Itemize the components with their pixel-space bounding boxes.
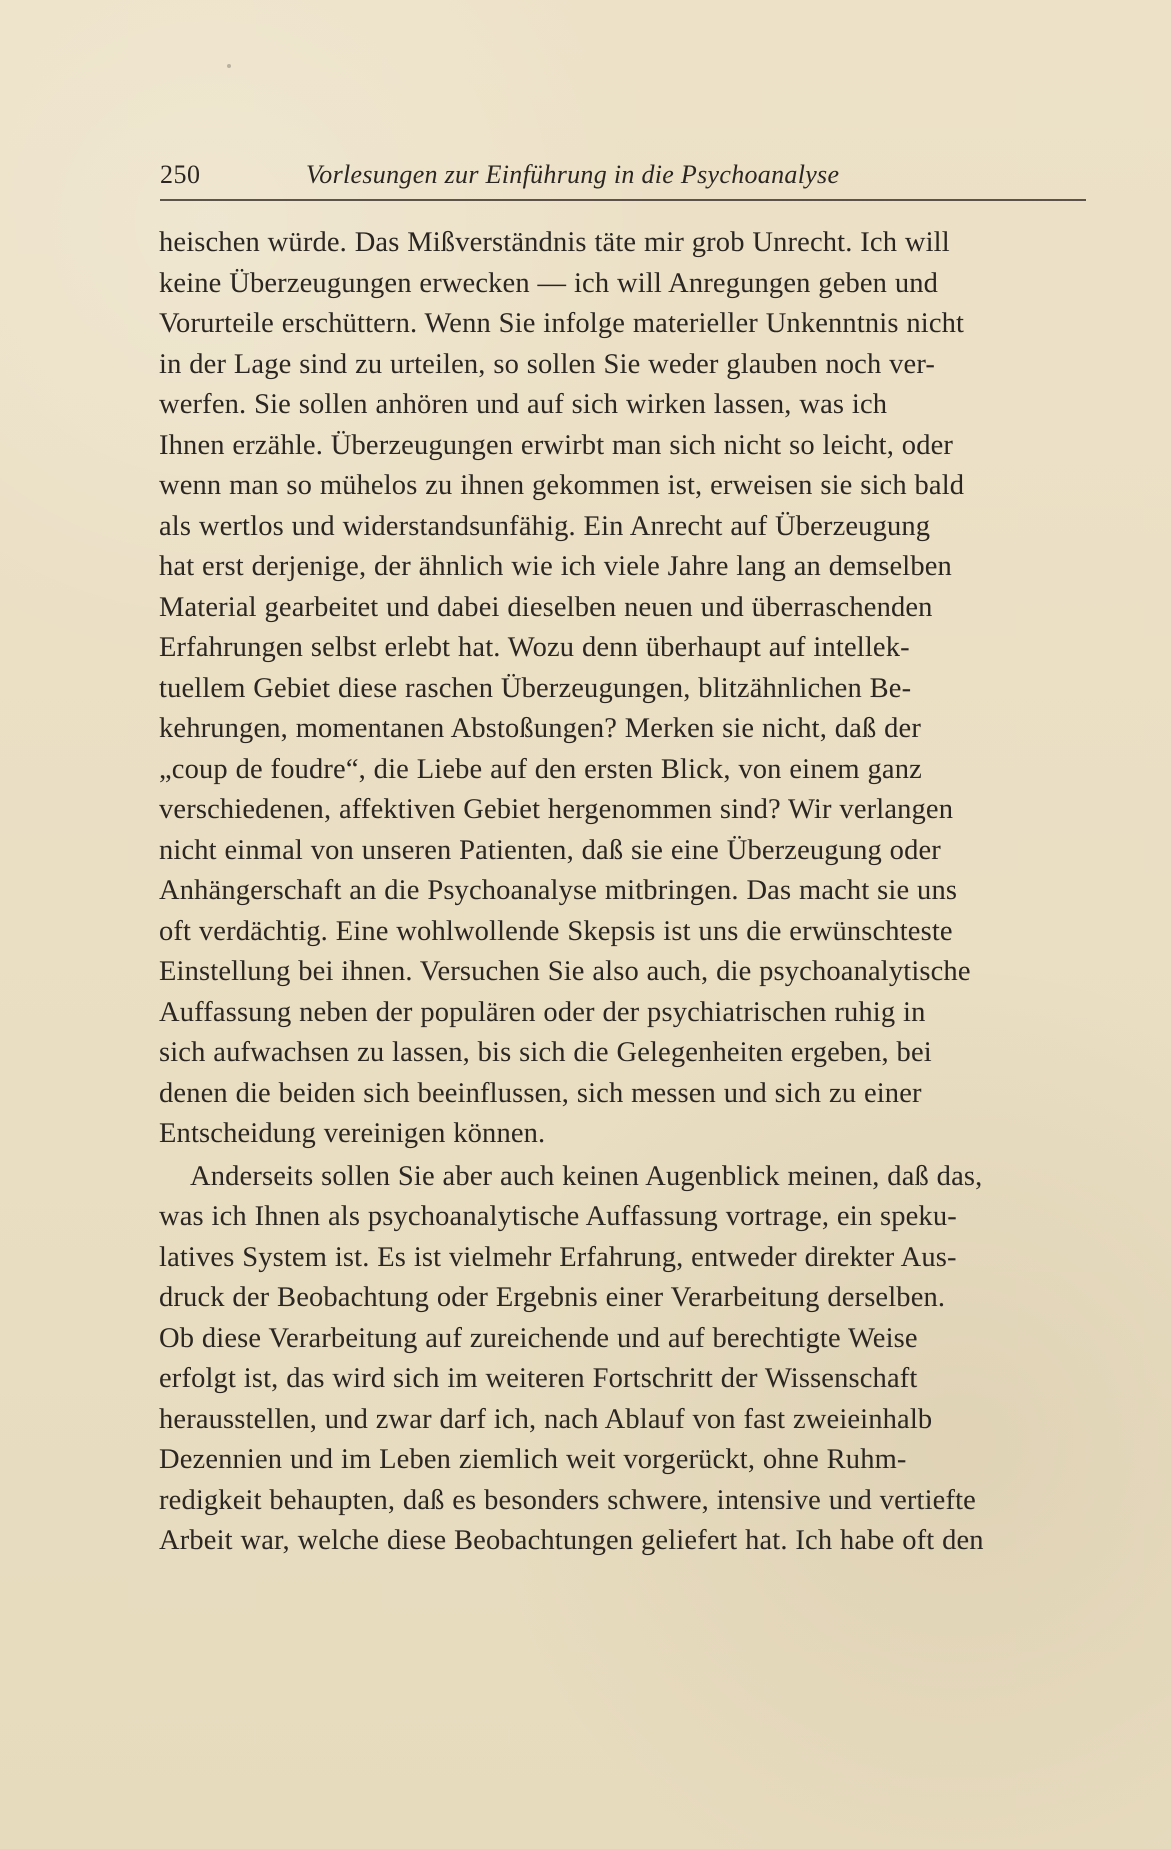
text-line: druck der Beobachtung oder Ergebnis einer Verarbeitung derselben. bbox=[159, 1282, 946, 1313]
text-line: Ob diese Verarbeitung auf zureichende und auf berechtigte Weise bbox=[159, 1322, 918, 1354]
text-line: Arbeit war, welche diese Beobachtungen geliefert hat. Ich habe oft den bbox=[159, 1525, 984, 1556]
text-line: erfolgt ist, das wird sich im weiteren Fortschritt der Wissenschaft bbox=[159, 1363, 918, 1394]
text-line: Einstellung bei ihnen. Versuchen Sie also auch, die psychoanalytische bbox=[159, 956, 971, 987]
text-line: sich aufwachsen zu lassen, bis sich die Gelegenheiten ergeben, bei bbox=[159, 1037, 932, 1068]
text-line: nicht einmal von unseren Patienten, daß sie eine Überzeugung oder bbox=[159, 834, 941, 866]
print-speck bbox=[227, 64, 231, 68]
text-line: in der Lage sind zu urteilen, so sollen Sie weder glauben noch ver- bbox=[159, 348, 936, 380]
text-line: Auffassung neben der populären oder der psychiatrischen ruhig in bbox=[159, 996, 926, 1028]
text-line: Anderseits sollen Sie aber auch keinen Augenblick meinen, daß das, bbox=[190, 1160, 983, 1192]
text-line: „coup de foudre“, die Liebe auf den ersten Blick, von einem ganz bbox=[159, 753, 922, 785]
text-line: Material gearbeitet und dabei dieselben neuen und überraschenden bbox=[159, 591, 933, 623]
text-line: Anhängerschaft an die Psychoanalyse mitbringen. Das macht sie uns bbox=[159, 875, 958, 906]
text-line: wenn man so mühelos zu ihnen gekommen ist, erweisen sie sich bald bbox=[159, 470, 965, 501]
text-line: Vorurteile erschüttern. Wenn Sie infolge materieller Unkenntnis nicht bbox=[159, 308, 965, 339]
text-line: Ihnen erzähle. Überzeugungen erwirbt man sich nicht so leicht, oder bbox=[159, 429, 954, 461]
paragraph-2 bbox=[159, 1157, 1089, 1562]
text-line: kehrungen, momentanen Abstoßungen? Merken sie nicht, daß der bbox=[159, 713, 922, 744]
text-line: Dezennien und im Leben ziemlich weit vorgerückt, ohne Ruhm- bbox=[159, 1444, 907, 1475]
text-line: oft verdächtig. Eine wohlwollende Skepsis ist uns die erwünschteste bbox=[159, 915, 953, 947]
header-rule bbox=[160, 199, 1086, 201]
text-line: redigkeit behaupten, daß es besonders schwere, intensive und vertiefte bbox=[159, 1484, 976, 1516]
text-line: heischen würde. Das Mißverständnis täte mir grob Unrecht. Ich will bbox=[159, 227, 950, 258]
text-line: als wertlos und widerstandsunfähig. Ein Anrecht auf Überzeugung bbox=[159, 510, 931, 542]
text-line: keine Überzeugungen erwecken — ich will Anregungen geben und bbox=[159, 267, 939, 299]
text-line: hat erst derjenige, der ähnlich wie ich viele Jahre lang an demselben bbox=[159, 551, 952, 582]
text-line: Erfahrungen selbst erlebt hat. Wozu denn überhaupt auf intellek- bbox=[159, 632, 910, 663]
text-line: was ich Ihnen als psychoanalytische Auffassung vortrage, ein speku- bbox=[159, 1201, 957, 1232]
text-line: latives System ist. Es ist vielmehr Erfahrung, entweder direkter Aus- bbox=[159, 1241, 957, 1273]
running-title: Vorlesungen zur Einführung in die Psychoanalyse bbox=[306, 160, 840, 189]
body-text bbox=[159, 223, 1089, 1562]
text-line: verschiedenen, affektiven Gebiet hergenommen sind? Wir verlangen bbox=[159, 794, 954, 825]
text-line: werfen. Sie sollen anhören und auf sich wirken lassen, was ich bbox=[159, 389, 888, 420]
text-line: tuellem Gebiet diese raschen Überzeugungen, blitzähnlichen Be- bbox=[159, 672, 912, 704]
page-header bbox=[160, 160, 1085, 202]
text-line: herausstellen, und zwar darf ich, nach Ablauf von fast zweieinhalb bbox=[159, 1403, 933, 1435]
paragraph-1 bbox=[159, 223, 1089, 1155]
text-line: denen die beiden sich beeinflussen, sich messen und sich zu einer bbox=[159, 1077, 922, 1109]
page-number: 250 bbox=[160, 160, 201, 189]
text-line: Entscheidung vereinigen können. bbox=[159, 1118, 546, 1149]
